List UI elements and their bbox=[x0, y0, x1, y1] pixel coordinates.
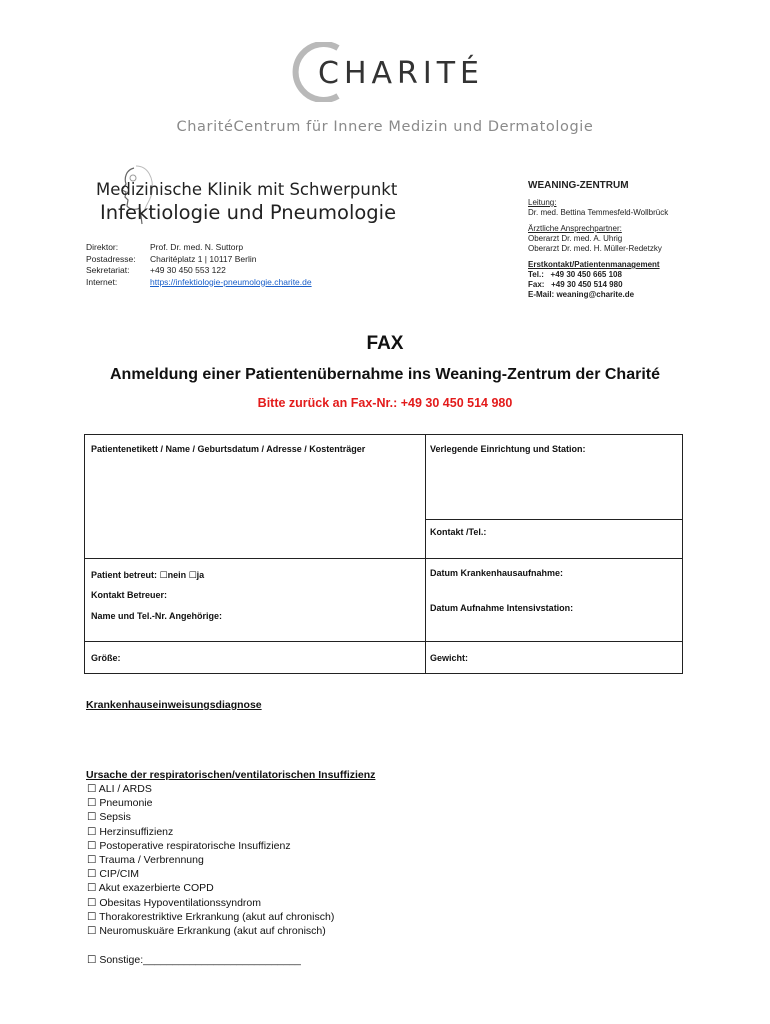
datum-its-field[interactable]: Datum Aufnahme Intensivstation: bbox=[430, 603, 574, 613]
checkbox-item[interactable]: ☐ Neuromuskuäre Erkrankung (akut auf chronisch) bbox=[87, 925, 326, 938]
checkbox-item[interactable]: ☐ Pneumonie bbox=[87, 797, 153, 810]
logo-text: CHARITÉ bbox=[318, 56, 485, 91]
checkbox-item[interactable]: ☐ Obesitas Hypoventilationssyndrom bbox=[87, 896, 261, 909]
checkbox-item[interactable]: ☐ Trauma / Verbrennung bbox=[87, 854, 204, 867]
contact-row bbox=[86, 277, 312, 289]
kontakt-tel-field[interactable]: Kontakt /Tel.: bbox=[430, 527, 487, 537]
contact-left bbox=[86, 242, 312, 288]
internet-link[interactable]: https://infektiologie-pneumologie.charite.de bbox=[150, 276, 312, 287]
datum-kh-field[interactable]: Datum Krankenhausaufnahme: bbox=[430, 568, 564, 578]
klinik-line1: Medizinische Klinik mit Schwerpunkt bbox=[96, 180, 398, 199]
email-line: E-Mail: weaning@charite.de bbox=[528, 290, 635, 299]
contact-key: Internet: bbox=[86, 276, 118, 287]
kontakt-betreuer-field[interactable]: Kontakt Betreuer: bbox=[91, 590, 168, 600]
klinik-line2: Infektiologie und Pneumologie bbox=[100, 201, 397, 224]
erstkontakt-label: Erstkontakt/Patientenmanagement bbox=[528, 260, 660, 269]
ursache-heading: Ursache der respiratorischen/ventilatorischen Insuffizienz bbox=[86, 769, 376, 781]
centrum-title: CharitéCentrum für Innere Medizin und Dermatologie bbox=[176, 119, 594, 135]
leitung-name: Dr. med. Bettina Temmesfeld-Wollbrück bbox=[528, 208, 669, 217]
contact-key: Postadresse: bbox=[86, 253, 136, 264]
ursache-checklist bbox=[87, 782, 334, 938]
contact-key: Sekretariat: bbox=[86, 265, 130, 275]
diagnose-heading: Krankenhauseinweisungsdiagnose bbox=[86, 699, 262, 711]
patient-betreut-field[interactable]: Patient betreut: ☐nein ☐ja bbox=[91, 570, 205, 580]
leitung-label: Leitung: bbox=[528, 198, 557, 207]
checkbox-item[interactable]: ☐ Thorakorestriktive Erkrankung (akut auf chronisch) bbox=[87, 910, 335, 923]
checkbox-item[interactable]: ☐ CIP/CIM bbox=[87, 868, 139, 881]
anmeldung-heading: Anmeldung einer Patientenübernahme ins Weaning-Zentrum der Charité bbox=[109, 366, 660, 383]
angehoerige-field[interactable]: Name und Tel.-Nr. Angehörige: bbox=[91, 611, 223, 621]
fax-heading: FAX bbox=[366, 333, 404, 354]
gewicht-field[interactable]: Gewicht: bbox=[430, 653, 469, 663]
contact-row bbox=[86, 242, 312, 254]
checkbox-item[interactable]: ☐ Sepsis bbox=[87, 811, 131, 824]
ansprech-label: Ärztliche Ansprechpartner: bbox=[528, 224, 622, 233]
contact-right bbox=[528, 181, 758, 300]
return-fax-line: Bitte zurück an Fax-Nr.: +49 30 450 514 980 bbox=[257, 396, 513, 410]
ansprech-1: Oberarzt Dr. med. A. Uhrig bbox=[528, 234, 623, 243]
sonstige-field[interactable]: ☐ Sonstige:___________________________ bbox=[87, 954, 301, 966]
charite-logo bbox=[292, 42, 492, 102]
contact-value: Prof. Dr. med. N. Suttorp bbox=[150, 242, 244, 252]
checkbox-item[interactable]: ☐ ALI / ARDS bbox=[87, 783, 152, 795]
verlegende-field[interactable]: Verlegende Einrichtung und Station: bbox=[430, 444, 586, 454]
patient-form-table bbox=[84, 434, 683, 674]
contact-row bbox=[86, 265, 312, 277]
contact-value: +49 30 450 553 122 bbox=[150, 265, 226, 275]
checkbox-item[interactable]: ☐ Herzinsuffizienz bbox=[87, 825, 174, 838]
tel-line: Tel.: +49 30 450 665 108 bbox=[528, 270, 622, 279]
contact-value: Charitéplatz 1 | 10117 Berlin bbox=[150, 253, 257, 264]
checkbox-item[interactable]: ☐ Akut exazerbierte COPD bbox=[87, 882, 214, 895]
weaning-title: WEANING-ZENTRUM bbox=[528, 180, 629, 191]
groesse-field[interactable]: Größe: bbox=[91, 653, 121, 663]
checkbox-item[interactable]: ☐ Postoperative respiratorische Insuffizienz bbox=[87, 839, 291, 852]
patientenetikett-field[interactable]: Patientenetikett / Name / Geburtsdatum / Adresse / Kostenträger bbox=[91, 444, 366, 454]
fax-line: Fax: +49 30 450 514 980 bbox=[528, 280, 623, 289]
ansprech-2: Oberarzt Dr. med. H. Müller-Redetzky bbox=[528, 244, 662, 253]
contact-row bbox=[86, 254, 312, 266]
contact-key: Direktor: bbox=[86, 242, 119, 252]
